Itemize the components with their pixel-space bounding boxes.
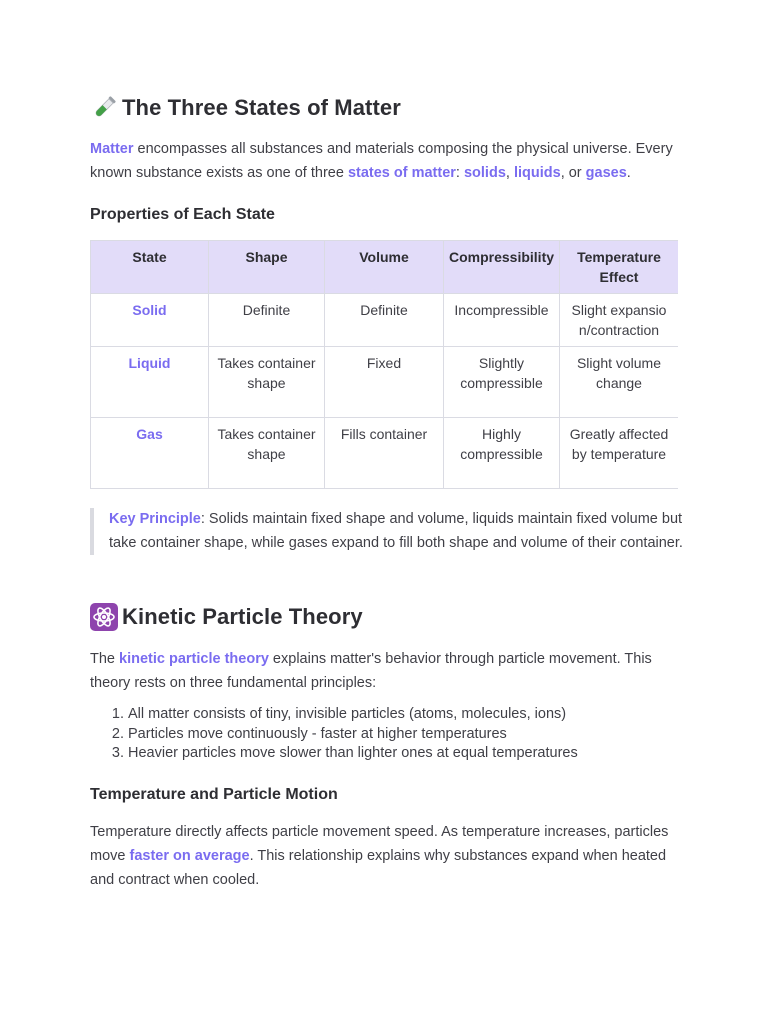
section-title-states-of-matter xyxy=(90,94,401,122)
principles-list xyxy=(90,705,688,764)
table-cell-state: Liquid xyxy=(91,347,209,418)
term-states-of-matter: states of matter xyxy=(347,165,456,181)
table-cell: Fills container xyxy=(325,418,444,489)
table-header-cell: Volume xyxy=(325,241,444,294)
callout-text: Key Principle: Solids maintain fixed shape and volume, liquids maintain fixed volume but take container shape, while gases expand to fill both shape and volume of their container. xyxy=(109,511,683,551)
list-item: 1. All matter consists of tiny, invisible particles (atoms, molecules, ions) xyxy=(128,705,688,725)
properties-table xyxy=(90,240,678,489)
table-cell: Highly compressible xyxy=(444,418,560,489)
table-header-row xyxy=(91,241,679,294)
table-cell: Greatly affected by temperature xyxy=(560,418,679,489)
atom-icon xyxy=(90,603,118,631)
intro-paragraph: Matter encompasses all substances and materials composing the physical universe. Every known substance exists as one of three states of matter: solids, liquids, or gases. xyxy=(90,141,673,181)
temperature-paragraph: Temperature directly affects particle movement speed. As temperature increases, particles move faster on average. This relationship explains why substances expand when heated and contract when cooled. xyxy=(90,824,669,888)
subheading-temperature: Temperature and Particle Motion xyxy=(90,786,338,803)
table-header-cell: Shape xyxy=(209,241,325,294)
term-matter: Matter xyxy=(90,141,134,157)
kinetic-intro-paragraph: The kinetic particle theory explains matter's behavior through particle movement. This theory rests on three fundamental principles: xyxy=(90,651,652,691)
term-faster-on-average: faster on average xyxy=(129,848,250,864)
callout-label: Key Principle xyxy=(109,511,201,527)
table-cell: Takes container shape xyxy=(209,347,325,418)
table-header-cell: Temperature Effect xyxy=(560,241,679,294)
table-row xyxy=(91,294,679,347)
term-kinetic-particle-theory: kinetic particle theory xyxy=(119,651,269,667)
table-cell: Incompressible xyxy=(444,294,560,347)
table-header-cell: State xyxy=(91,241,209,294)
table-cell: Slight volume change xyxy=(560,347,679,418)
test-tube-icon xyxy=(90,94,118,122)
key-principle-callout xyxy=(90,508,689,555)
list-item: 2. Particles move continuously - faster at higher temperatures xyxy=(128,725,688,745)
table-cell: Definite xyxy=(209,294,325,347)
term-liquids: liquids xyxy=(513,165,561,181)
table-cell: Slightly compressible xyxy=(444,347,560,418)
table-cell: Takes container shape xyxy=(209,418,325,489)
table-row xyxy=(91,418,679,489)
section-title-kinetic-theory xyxy=(90,603,363,631)
table-cell: Slight expansion/contraction xyxy=(560,294,679,347)
list-item: 3. Heavier particles move slower than lighter ones at equal temperatures xyxy=(128,744,688,764)
table-cell-state: Gas xyxy=(91,418,209,489)
section-title-text: The Three States of Matter xyxy=(122,95,401,120)
table-cell: Definite xyxy=(325,294,444,347)
table-cell: Fixed xyxy=(325,347,444,418)
section-title-text: Kinetic Particle Theory xyxy=(122,604,363,629)
table-cell-state: Solid xyxy=(91,294,209,347)
term-gases: gases xyxy=(585,165,627,181)
table-heading: Properties of Each State xyxy=(90,206,275,223)
properties-table-wrapper xyxy=(90,240,678,490)
term-solids: solids xyxy=(463,165,506,181)
table-row xyxy=(91,347,679,418)
table-header-cell: Compressibility xyxy=(444,241,560,294)
